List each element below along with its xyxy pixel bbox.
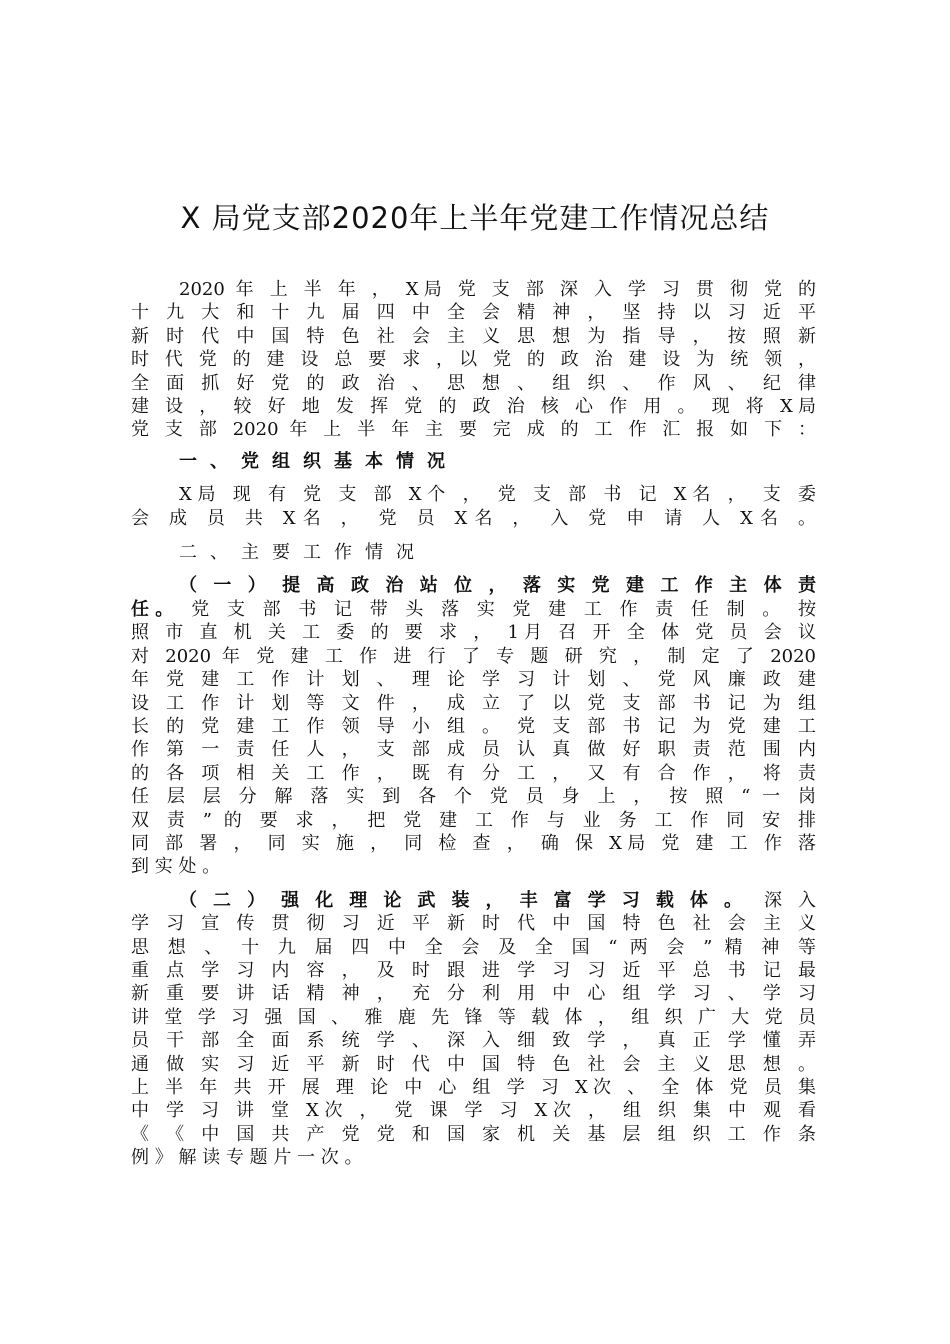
text-line: 的 各 项 相 关 工 作 ， 既 有 分 工 ， 又 有 合 作 ， 将 责 [131, 762, 816, 784]
text-line: 党 支 部 2020 年 上 半 年 主 要 完 成 的 工 作 汇 报 如 下 ： [131, 419, 816, 441]
text-line: 照 市 直 机 关 工 委 的 要 求 ， 1月 召 开 全 体 党 员 会 议 [131, 622, 816, 644]
text-line: 到 实 处 。 [131, 856, 221, 878]
text-line: 《 《 中 国 共 产 党 党 和 国 家 机 关 基 层 组 织 工 作 条 [131, 1123, 816, 1145]
text-line: 思 想 、 十 九 届 四 中 全 会 及 全 国 “ 两 会 ” 精 神 等 [131, 936, 816, 958]
text-line: 中 学 习 讲 堂 X次 ， 党 课 学 习 X次 ， 组 织 集 中 观 看 [131, 1100, 816, 1122]
text-line: 新 重 要 讲 话 精 神 ， 充 分 利 用 中 心 组 学 习 、 学 习 [131, 983, 816, 1005]
text-line: 员 干 部 全 面 系 统 学 、 深 入 细 致 学 ， 真 正 学 懂 弄 [131, 1030, 816, 1052]
text-line: 重 点 学 习 内 容 ， 及 时 跟 进 学 习 习 近 平 总 书 记 最 [131, 959, 816, 981]
section1-paragraph [131, 483, 816, 530]
intro-paragraph [131, 278, 816, 442]
text-line: 双 责 ” 的 要 求 ， 把 党 建 工 作 与 业 务 工 作 同 安 排 [131, 809, 816, 831]
text-line [131, 598, 816, 621]
text-line: 年 党 建 工 作 计 划 、 理 论 学 习 计 划 、 党 风 廉 政 建 [131, 669, 816, 691]
text-line: 例 》 解 读 专 题 片 一 次 。 [131, 1147, 363, 1169]
text-line: 2020 年 上 半 年 ， X局 党 支 部 深 入 学 习 贯 彻 党 的 [179, 279, 816, 300]
text-line [131, 889, 816, 912]
text-line: 上 半 年 共 开 展 理 论 中 心 组 学 习 X次 、 全 体 党 员 集 [131, 1077, 816, 1098]
text-line: 对 2020 年 党 建 工 作 进 行 了 专 题 研 究 ， 制 定 了 2020 [131, 645, 816, 667]
text-line-rest: 党 支 部 书 记 带 头 落 实 党 建 工 作 责 任 制 。 按 [191, 598, 816, 620]
text-line: 通 做 实 习 近 平 新 时 代 中 国 特 色 社 会 主 义 思 想 。 [131, 1053, 816, 1075]
subsection2-paragraph [131, 889, 816, 1170]
text-line: 新 时 代 中 国 特 色 社 会 主 义 思 想 为 指 导 ， 按 照 新 [131, 325, 816, 347]
text-line: 讲 堂 学 习 强 国 、 雅 鹿 先 锋 等 载 体 ， 组 织 广 大 党 员 [131, 1006, 816, 1028]
text-line: 时 代 党 的 建 设 总 要 求 ，以 党 的 政 治 建 设 为 统 领 ， [131, 349, 816, 371]
document-title: X 局党支部2020年上半年党建工作情况总结 [180, 201, 770, 235]
text-line: 长 的 党 建 工 作 领 导 小 组 。 党 支 部 书 记 为 党 建 工 [131, 715, 816, 737]
section-heading-1: 一、党组织基本情况 [179, 450, 458, 472]
document-body [131, 278, 816, 1170]
text-line: 任 层 层 分 解 落 实 到 各 个 党 员 身 上 ， 按 照 “ 一 岗 [131, 786, 816, 808]
text-line-rest: 深 入 [764, 889, 816, 911]
subsection1-paragraph [131, 574, 816, 878]
text-line: X局 现 有 党 支 部 X个 ， 党 支 部 书 记 X名 ， 支 委 [179, 484, 816, 506]
subsection1-heading-end: 任 。 [131, 598, 174, 620]
text-line: 学 习 宣 传 贯 彻 习 近 平 新 时 代 中 国 特 色 社 会 主 义 [131, 913, 816, 935]
text-line: 全 面 抓 好 党 的 政 治 、 思 想 、 组 织 、 作 风 、 纪 律 [131, 372, 816, 394]
section-heading-2: 二、主要工作情况 [179, 542, 427, 564]
text-line: 设 工 作 计 划 等 文 件 ， 成 立 了 以 党 支 部 书 记 为 组 [131, 692, 816, 714]
subsection1-heading: （ 一 ） 提 高 政 治 站 位 ， 落 实 党 建 工 作 主 体 责 [179, 575, 816, 597]
subsection2-heading: （ 二 ） 强 化 理 论 武 装 ， 丰 富 学 习 载 体 。 [179, 889, 742, 911]
text-line: 作 第 一 责 任 人 ， 支 部 成 员 认 真 做 好 职 责 范 围 内 [131, 739, 816, 761]
text-line: 十 九 大 和 十 九 届 四 中 全 会 精 神 ， 坚 持 以 习 近 平 [131, 302, 816, 324]
text-line: 建 设 ， 较 好 地 发 挥 党 的 政 治 核 心 作 用 。 现 将 X局 [131, 396, 816, 418]
text-line: 会 成 员 共 X名 ， 党 员 X名 ， 入 党 申 请 人 X名 。 [131, 507, 816, 529]
text-line: 同 部 署 ， 同 实 施 ， 同 检 查 ， 确 保 X局 党 建 工 作 落 [131, 832, 816, 854]
